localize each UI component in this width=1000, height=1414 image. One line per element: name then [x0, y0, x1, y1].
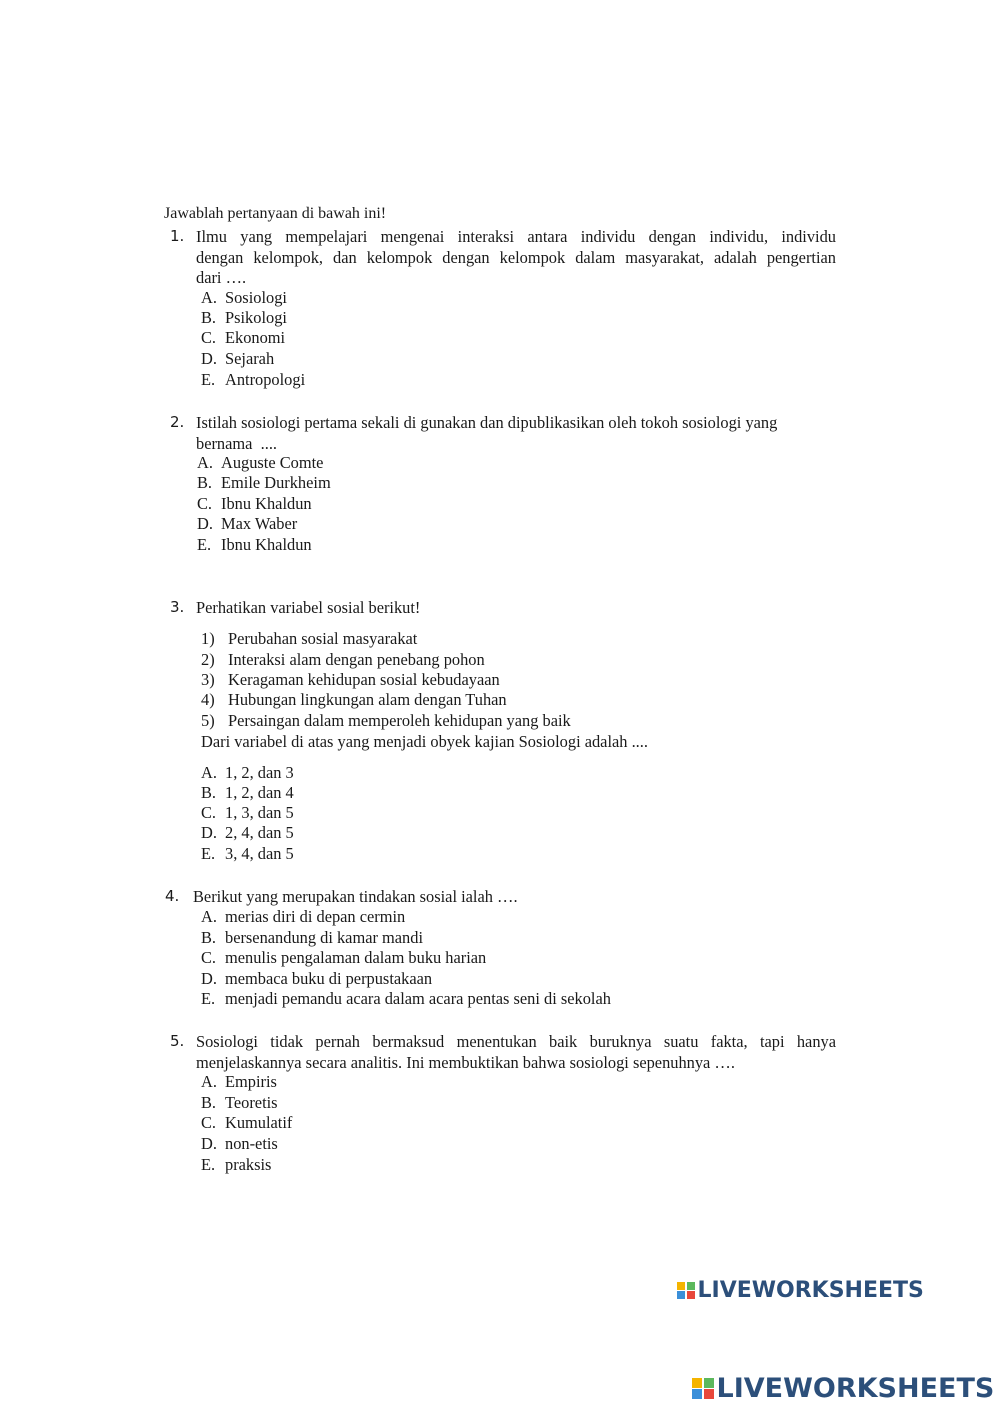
- option-e[interactable]: E. 3, 4, dan 5: [201, 844, 294, 863]
- liveworksheets-wordmark: LIVEWORKSHEETS: [716, 1373, 995, 1404]
- question-number: 5.: [170, 1032, 185, 1050]
- option-a[interactable]: A. Auguste Comte: [197, 453, 324, 472]
- option-c[interactable]: C. Ibnu Khaldun: [197, 494, 312, 513]
- question-number: 4.: [165, 887, 180, 905]
- variable-item: 5) Persaingan dalam memperoleh kehidupan yang baik: [201, 711, 571, 730]
- option-a[interactable]: A. Sosiologi: [201, 288, 287, 307]
- option-e[interactable]: E. menjadi pemandu acara dalam acara pentas seni di sekolah: [201, 989, 611, 1008]
- option-d[interactable]: D. non-etis: [201, 1134, 278, 1153]
- option-b[interactable]: B. bersenandung di kamar mandi: [201, 928, 423, 947]
- question-text: Berikut yang merupakan tindakan sosial ialah ….: [193, 887, 518, 906]
- option-d[interactable]: D. membaca buku di perpustakaan: [201, 969, 433, 988]
- variable-item: 3) Keragaman kehidupan sosial kebudayaan: [201, 670, 500, 689]
- option-a[interactable]: A. merias diri di depan cermin: [201, 907, 406, 926]
- question-number: 2.: [170, 413, 185, 431]
- question-text: [196, 413, 836, 454]
- instruction: Jawablah pertanyaan di bawah ini!: [164, 205, 387, 222]
- question-line: Sosiologi tidak pernah bermaksud menentukan baik buruknya suatu fakta, tapi hanya: [196, 1032, 836, 1051]
- option-c[interactable]: C. 1, 3, dan 5: [201, 803, 294, 822]
- question-number: 3.: [170, 598, 185, 616]
- option-d[interactable]: D. 2, 4, dan 5: [201, 823, 294, 842]
- option-e[interactable]: E. Ibnu Khaldun: [197, 535, 312, 554]
- liveworksheets-logo-icon: [677, 1282, 695, 1300]
- liveworksheets-watermark: [677, 1278, 924, 1303]
- option-b[interactable]: B. Emile Durkheim: [197, 473, 331, 492]
- question-text: [196, 227, 836, 289]
- question-line: dengan kelompok, dan kelompok dengan kelompok dalam masyarakat, adalah pengertian: [196, 247, 836, 267]
- question-line: menjelaskannya secara analitis. Ini membuktikan bahwa sosiologi sepenuhnya ….: [196, 1052, 735, 1072]
- variable-item: 4) Hubungan lingkungan alam dengan Tuhan: [201, 690, 507, 709]
- question-number: 1.: [170, 227, 185, 245]
- question-text: Dari variabel di atas yang menjadi obyek kajian Sosiologi adalah ....: [201, 732, 648, 751]
- question-line: bernama ....: [196, 433, 278, 453]
- option-b[interactable]: B. Psikologi: [201, 308, 287, 327]
- option-a[interactable]: A. Empiris: [201, 1072, 277, 1091]
- variable-item: 1) Perubahan sosial masyarakat: [201, 629, 418, 648]
- question-line: Istilah sosiologi pertama sekali di gunakan dan dipublikasikan oleh tokoh sosiologi yang: [196, 413, 778, 432]
- liveworksheets-watermark-footer: [692, 1373, 994, 1404]
- variable-item: 2) Interaksi alam dengan penebang pohon: [201, 650, 485, 669]
- liveworksheets-wordmark: LIVEWORKSHEETS: [697, 1278, 924, 1303]
- option-c[interactable]: C. menulis pengalaman dalam buku harian: [201, 948, 487, 967]
- question-line: dari ….: [196, 268, 247, 287]
- option-b[interactable]: B. Teoretis: [201, 1093, 278, 1112]
- option-d[interactable]: D. Sejarah: [201, 349, 275, 368]
- option-c[interactable]: C. Kumulatif: [201, 1113, 293, 1132]
- option-a[interactable]: A. 1, 2, dan 3: [201, 763, 294, 782]
- question-text: Perhatikan variabel sosial berikut!: [196, 598, 421, 617]
- question-line: Ilmu yang mempelajari mengenai interaksi antara individu dengan individu, individu: [196, 227, 836, 246]
- option-c[interactable]: C. Ekonomi: [201, 328, 286, 347]
- liveworksheets-logo-icon: [692, 1378, 714, 1400]
- question-text: [196, 1032, 836, 1073]
- option-e[interactable]: E. praksis: [201, 1155, 272, 1174]
- option-b[interactable]: B. 1, 2, dan 4: [201, 783, 294, 802]
- option-e[interactable]: E. Antropologi: [201, 370, 306, 389]
- option-d[interactable]: D. Max Waber: [197, 514, 298, 533]
